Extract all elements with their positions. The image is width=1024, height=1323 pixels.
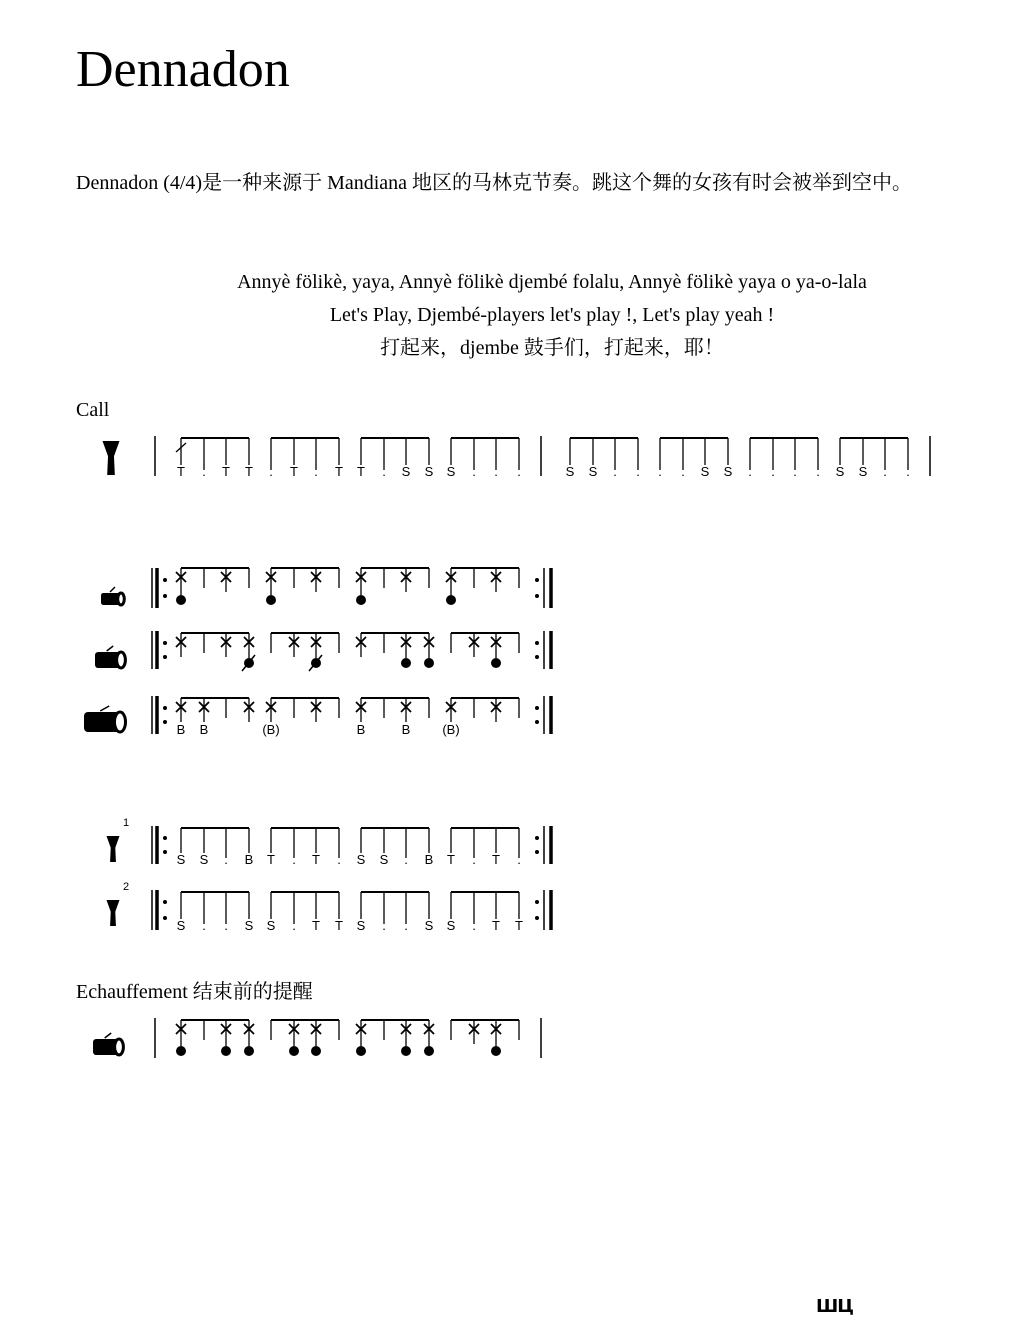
note-rest: . xyxy=(202,464,206,479)
drum-stick xyxy=(110,587,115,592)
sangban-icon xyxy=(95,646,125,668)
open-note xyxy=(424,658,434,668)
open-note xyxy=(266,595,276,605)
note-rest: . xyxy=(224,852,228,867)
repeat-dot xyxy=(535,641,539,645)
note-S: S xyxy=(424,918,434,933)
open-note xyxy=(401,1046,411,1056)
note-rest: . xyxy=(337,852,341,867)
drum-head xyxy=(117,652,126,668)
note-rest: . xyxy=(658,464,662,479)
note-T: T xyxy=(267,852,275,867)
repeat-dot xyxy=(163,836,167,840)
note-T: T xyxy=(447,852,455,867)
note-rest: . xyxy=(382,464,386,479)
note-S: S xyxy=(723,464,733,479)
open-note xyxy=(491,1046,501,1056)
open-note xyxy=(176,1046,186,1056)
note-rest: . xyxy=(517,464,521,479)
note-S: S xyxy=(176,918,186,933)
repeat-dot xyxy=(535,850,539,854)
repeat-dot xyxy=(163,916,167,920)
note-T: T xyxy=(290,464,298,479)
call-label: Call xyxy=(76,399,110,421)
note-rest: . xyxy=(793,464,797,479)
note-S: S xyxy=(401,464,411,479)
drum-head xyxy=(115,1039,124,1055)
repeat-dot xyxy=(535,655,539,659)
note-T: T xyxy=(222,464,230,479)
note-B: B xyxy=(424,852,434,867)
note-T: T xyxy=(312,852,320,867)
bass-label: B xyxy=(176,722,186,737)
bass-label: (B) xyxy=(442,722,460,737)
open-note xyxy=(356,1046,366,1056)
note-T: T xyxy=(357,464,365,479)
lyrics-line-3: 打起来，djembe 鼓手们，打起来，耶！ xyxy=(380,337,724,359)
repeat-dot xyxy=(535,916,539,920)
note-rest: . xyxy=(494,464,498,479)
note-rest: . xyxy=(224,918,228,933)
repeat-dot xyxy=(163,578,167,582)
note-S: S xyxy=(858,464,868,479)
note-rest: . xyxy=(292,918,296,933)
open-note xyxy=(356,595,366,605)
bass-label: B xyxy=(199,722,209,737)
sangban-icon-echauffement xyxy=(93,1033,123,1055)
note-S: S xyxy=(424,464,434,479)
repeat-dot xyxy=(535,578,539,582)
open-note xyxy=(401,658,411,668)
note-S: S xyxy=(379,852,389,867)
note-rest: . xyxy=(314,464,318,479)
repeat-dot xyxy=(535,594,539,598)
note-T: T xyxy=(335,464,343,479)
note-T: T xyxy=(312,918,320,933)
drum-stick xyxy=(107,646,114,651)
note-S: S xyxy=(356,918,366,933)
open-note xyxy=(244,1046,254,1056)
djembe-icon-call xyxy=(103,441,120,475)
note-S: S xyxy=(266,918,276,933)
open-note xyxy=(221,1046,231,1056)
note-S: S xyxy=(835,464,845,479)
repeat-dot xyxy=(163,655,167,659)
note-T: T xyxy=(245,464,253,479)
note-rest: . xyxy=(472,464,476,479)
bass-label: B xyxy=(401,722,411,737)
bass-label: (B) xyxy=(262,722,280,737)
djembe-shape xyxy=(107,836,120,862)
note-rest: . xyxy=(883,464,887,479)
note-S: S xyxy=(356,852,366,867)
open-note xyxy=(311,1046,321,1056)
drum-head xyxy=(115,712,126,732)
note-S: S xyxy=(446,918,456,933)
note-B: B xyxy=(244,852,254,867)
note-rest: . xyxy=(517,852,521,867)
note-rest: . xyxy=(681,464,685,479)
note-rest: . xyxy=(292,852,296,867)
note-rest: . xyxy=(771,464,775,479)
open-note xyxy=(491,658,501,668)
note-rest: . xyxy=(404,852,408,867)
djembe-shape xyxy=(107,900,120,926)
intro-paragraph: Dennadon (4/4)是一种来源于 Mandiana 地区的马林克节奏。跳这个舞的女孩有时会被举到空中。 xyxy=(76,172,913,194)
note-S: S xyxy=(199,852,209,867)
repeat-dot xyxy=(163,706,167,710)
djembe-number-2: 2 xyxy=(122,881,130,893)
repeat-dot xyxy=(535,720,539,724)
drum-head xyxy=(118,593,125,605)
note-rest: . xyxy=(404,918,408,933)
repeat-dot xyxy=(163,641,167,645)
dundunba-icon xyxy=(84,706,126,732)
open-note xyxy=(289,1046,299,1056)
note-S: S xyxy=(700,464,710,479)
note-T: T xyxy=(492,852,500,867)
note-S: S xyxy=(588,464,598,479)
note-S: S xyxy=(565,464,575,479)
note-rest: . xyxy=(202,918,206,933)
note-rest: . xyxy=(636,464,640,479)
djembe-icon-1 xyxy=(107,836,120,862)
echauffement-label: Echauffement 结束前的提醒 xyxy=(76,981,313,1003)
note-T: T xyxy=(177,464,185,479)
page-title: Dennadon xyxy=(76,41,290,98)
note-T: T xyxy=(335,918,343,933)
djembe-icon-2 xyxy=(107,900,120,926)
repeat-dot xyxy=(163,900,167,904)
repeat-dot xyxy=(535,900,539,904)
note-rest: . xyxy=(472,852,476,867)
lyrics-line-2: Let's Play, Djembé-players let's play !, Let's play yeah ! xyxy=(329,304,775,326)
djembe-shape xyxy=(103,441,120,475)
note-S: S xyxy=(176,852,186,867)
repeat-dot xyxy=(163,850,167,854)
open-note xyxy=(176,595,186,605)
kenkeni-icon xyxy=(101,587,124,605)
footer-mark: ШЦ xyxy=(816,1296,853,1317)
bass-label: B xyxy=(356,722,366,737)
note-T: T xyxy=(515,918,523,933)
note-rest: . xyxy=(613,464,617,479)
open-note xyxy=(424,1046,434,1056)
repeat-dot xyxy=(163,594,167,598)
note-rest: . xyxy=(816,464,820,479)
drum-stick xyxy=(105,1033,112,1038)
note-rest: . xyxy=(748,464,752,479)
note-S: S xyxy=(446,464,456,479)
note-rest: . xyxy=(906,464,910,479)
note-rest: . xyxy=(472,918,476,933)
note-rest: . xyxy=(269,464,273,479)
repeat-dot xyxy=(163,720,167,724)
drum-stick xyxy=(100,706,109,711)
open-note xyxy=(446,595,456,605)
note-T: T xyxy=(492,918,500,933)
repeat-dot xyxy=(535,836,539,840)
djembe-number-1: 1 xyxy=(122,817,130,829)
note-rest: . xyxy=(382,918,386,933)
repeat-dot xyxy=(535,706,539,710)
note-S: S xyxy=(244,918,254,933)
lyrics-line-1: Annyè fölikè, yaya, Annyè fölikè djembé folalu, Annyè fölikè yaya o ya-o-lala xyxy=(237,271,867,293)
